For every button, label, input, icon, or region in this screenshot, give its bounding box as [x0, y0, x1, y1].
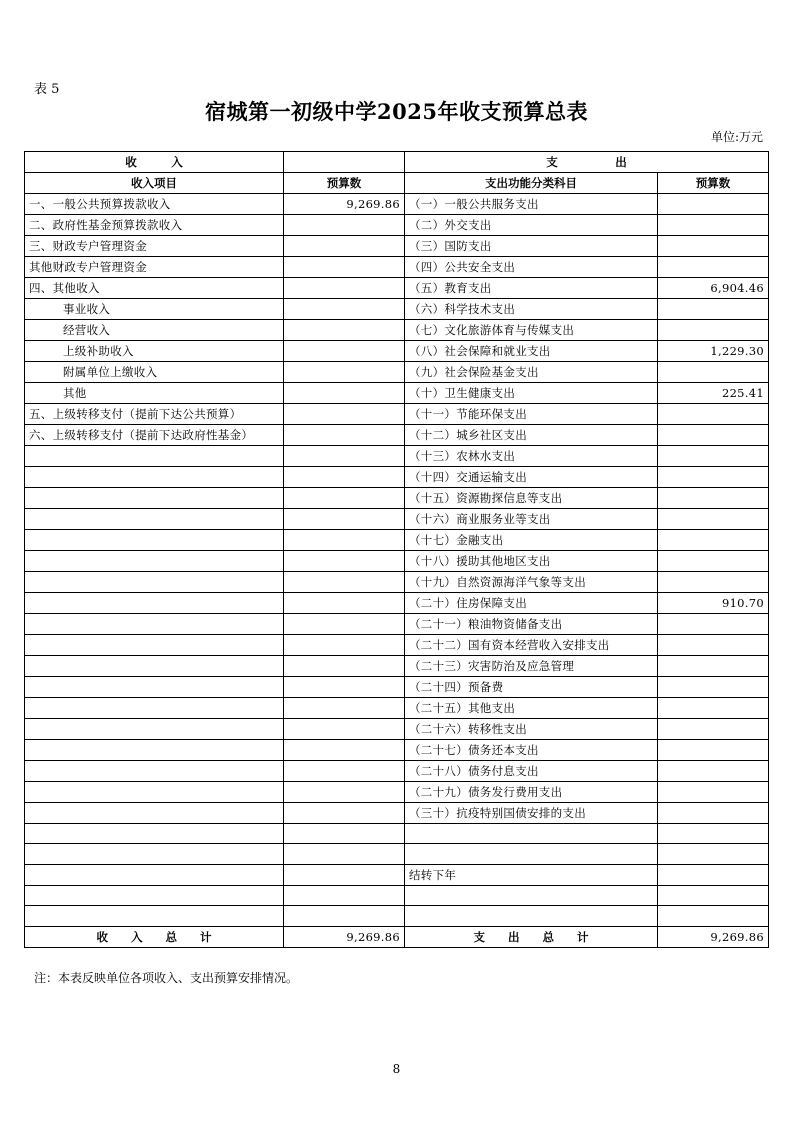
income-item-cell: 其他财政专户管理资金	[25, 257, 284, 278]
income-item-cell	[25, 488, 284, 509]
expense-amount-cell	[658, 530, 769, 551]
expense-amount-cell: 910.70	[658, 593, 769, 614]
expense-item-cell: （六）科学技术支出	[405, 299, 658, 320]
income-amount-cell	[284, 236, 405, 257]
income-amount-cell	[284, 614, 405, 635]
income-item-cell	[25, 551, 284, 572]
table-row	[25, 299, 769, 320]
income-amount-cell	[284, 885, 405, 905]
expense-total-value: 9,269.86	[658, 926, 769, 947]
expense-item-cell: （二十一）粮油物资储备支出	[405, 614, 658, 635]
income-item-cell	[25, 572, 284, 593]
table-row	[25, 761, 769, 782]
expense-group-header: 支 出	[405, 152, 769, 173]
expense-item-cell: （十一）节能环保支出	[405, 404, 658, 425]
income-item-cell	[25, 698, 284, 719]
table-body	[25, 194, 769, 927]
income-item-cell	[25, 803, 284, 824]
income-amount-cell	[284, 677, 405, 698]
document-title: 宿城第一初级中学2025年收支预算总表	[205, 99, 588, 124]
expense-item-cell: （十四）交通运输支出	[405, 467, 658, 488]
income-amount-cell	[284, 362, 405, 383]
income-item-cell	[25, 593, 284, 614]
income-amount-cell	[284, 782, 405, 803]
expense-item-cell: （二十三）灾害防治及应急管理	[405, 656, 658, 677]
income-amount-cell	[284, 467, 405, 488]
expense-item-cell: （四）公共安全支出	[405, 257, 658, 278]
col-income-amount: 预算数	[284, 173, 405, 194]
table-row	[25, 341, 769, 362]
expense-item-cell: （三）国防支出	[405, 236, 658, 257]
expense-item-cell: （二十二）国有资本经营收入安排支出	[405, 635, 658, 656]
income-item-cell	[25, 614, 284, 635]
column-header-row	[25, 173, 769, 194]
expense-amount-cell	[658, 635, 769, 656]
expense-amount-cell	[658, 864, 769, 885]
expense-amount-cell: 6,904.46	[658, 278, 769, 299]
col-expense-amount: 预算数	[658, 173, 769, 194]
expense-amount-cell	[658, 885, 769, 905]
table-row	[25, 803, 769, 824]
income-item-cell: 附属单位上缴收入	[25, 362, 284, 383]
table-row	[25, 719, 769, 740]
expense-amount-cell	[658, 215, 769, 236]
income-amount-cell	[284, 551, 405, 572]
expense-item-cell: （十六）商业服务业等支出	[405, 509, 658, 530]
expense-item-cell: （二十五）其他支出	[405, 698, 658, 719]
income-item-cell	[25, 677, 284, 698]
table-row	[25, 698, 769, 719]
expense-item-cell: （十九）自然资源海洋气象等支出	[405, 572, 658, 593]
income-amount-cell	[284, 257, 405, 278]
income-amount-cell	[284, 425, 405, 446]
expense-amount-cell	[658, 677, 769, 698]
income-item-cell	[25, 740, 284, 761]
expense-amount-cell	[658, 572, 769, 593]
income-item-cell: 四、其他收入	[25, 278, 284, 299]
expense-amount-cell	[658, 194, 769, 215]
income-item-cell: 二、政府性基金预算拨款收入	[25, 215, 284, 236]
expense-amount-cell	[658, 656, 769, 677]
expense-item-cell: （十八）援助其他地区支出	[405, 551, 658, 572]
expense-amount-cell	[658, 320, 769, 341]
col-income-item: 收入项目	[25, 173, 284, 194]
table-row	[25, 404, 769, 425]
income-amount-cell	[284, 844, 405, 864]
expense-item-cell: （二十）住房保障支出	[405, 593, 658, 614]
income-item-cell	[25, 446, 284, 467]
income-group-blank	[284, 152, 405, 173]
income-amount-cell	[284, 320, 405, 341]
expense-item-cell: （十二）城乡社区支出	[405, 425, 658, 446]
table-row	[25, 425, 769, 446]
table-row	[25, 467, 769, 488]
table-row	[25, 509, 769, 530]
income-item-cell	[25, 885, 284, 905]
expense-total-label: 支 出 总 计	[405, 926, 658, 947]
expense-amount-cell	[658, 488, 769, 509]
income-amount-cell	[284, 698, 405, 719]
table-tag: 表 5	[34, 82, 60, 97]
table-row	[25, 885, 769, 905]
income-amount-cell	[284, 278, 405, 299]
income-total-label: 收 入 总 计	[25, 926, 284, 947]
expense-amount-cell	[658, 362, 769, 383]
expense-amount-cell	[658, 551, 769, 572]
income-item-cell: 三、财政专户管理资金	[25, 236, 284, 257]
expense-item-cell: （九）社会保险基金支出	[405, 362, 658, 383]
income-item-cell	[25, 864, 284, 885]
expense-amount-cell: 225.41	[658, 383, 769, 404]
table-row	[25, 446, 769, 467]
expense-amount-cell	[658, 698, 769, 719]
expense-amount-cell	[658, 740, 769, 761]
income-item-cell	[25, 824, 284, 844]
income-amount-cell	[284, 635, 405, 656]
expense-amount-cell	[658, 824, 769, 844]
expense-item-cell: （二十九）债务发行费用支出	[405, 782, 658, 803]
expense-item-cell: （十七）金融支出	[405, 530, 658, 551]
expense-item-cell: （一）一般公共服务支出	[405, 194, 658, 215]
expense-item-cell	[405, 824, 658, 844]
table-row	[25, 257, 769, 278]
table-row	[25, 383, 769, 404]
income-item-cell: 六、上级转移支付（提前下达政府性基金）	[25, 425, 284, 446]
expense-amount-cell	[658, 404, 769, 425]
table-row	[25, 906, 769, 926]
expense-amount-cell	[658, 257, 769, 278]
table-row	[25, 194, 769, 215]
table-row	[25, 656, 769, 677]
expense-item-cell: （十三）农林水支出	[405, 446, 658, 467]
income-item-cell	[25, 761, 284, 782]
expense-amount-cell	[658, 425, 769, 446]
expense-item-cell: （二）外交支出	[405, 215, 658, 236]
expense-amount-cell	[658, 509, 769, 530]
expense-item-cell: （十）卫生健康支出	[405, 383, 658, 404]
expense-amount-cell	[658, 782, 769, 803]
col-expense-item: 支出功能分类科目	[405, 173, 658, 194]
income-item-cell	[25, 719, 284, 740]
income-item-cell	[25, 656, 284, 677]
expense-item-cell: （二十六）转移性支出	[405, 719, 658, 740]
budget-table	[24, 151, 769, 948]
group-header-row	[25, 152, 769, 173]
expense-amount-cell	[658, 906, 769, 926]
income-item-cell	[25, 509, 284, 530]
table-row	[25, 488, 769, 509]
expense-amount-cell: 1,229.30	[658, 341, 769, 362]
income-amount-cell	[284, 824, 405, 844]
table-row	[25, 677, 769, 698]
income-item-cell: 事业收入	[25, 299, 284, 320]
income-item-cell: 经营收入	[25, 320, 284, 341]
income-item-cell	[25, 844, 284, 864]
income-amount-cell	[284, 803, 405, 824]
table-row	[25, 362, 769, 383]
expense-item-cell: （二十七）债务还本支出	[405, 740, 658, 761]
income-amount-cell	[284, 740, 405, 761]
income-item-cell	[25, 635, 284, 656]
expense-item-cell: （七）文化旅游体育与传媒支出	[405, 320, 658, 341]
expense-amount-cell	[658, 299, 769, 320]
income-amount-cell	[284, 215, 405, 236]
unit-label: 单位:万元	[710, 130, 763, 144]
income-amount-cell	[284, 864, 405, 885]
expense-item-cell	[405, 844, 658, 864]
table-row	[25, 824, 769, 844]
income-amount-cell	[284, 530, 405, 551]
expense-amount-cell	[658, 803, 769, 824]
expense-item-cell: （八）社会保障和就业支出	[405, 341, 658, 362]
income-amount-cell	[284, 761, 405, 782]
income-item-cell: 其他	[25, 383, 284, 404]
income-total-value: 9,269.86	[284, 926, 405, 947]
expense-item-cell: （三十）抗疫特别国债安排的支出	[405, 803, 658, 824]
expense-item-cell	[405, 906, 658, 926]
income-amount-cell	[284, 404, 405, 425]
income-item-cell	[25, 782, 284, 803]
table-row	[25, 320, 769, 341]
table-row	[25, 572, 769, 593]
table-row	[25, 635, 769, 656]
expense-amount-cell	[658, 614, 769, 635]
income-item-cell: 一、一般公共预算拨款收入	[25, 194, 284, 215]
income-amount-cell	[284, 572, 405, 593]
table-row	[25, 782, 769, 803]
income-amount-cell	[284, 446, 405, 467]
expense-amount-cell	[658, 446, 769, 467]
income-group-header: 收 入	[25, 152, 284, 173]
income-amount-cell	[284, 341, 405, 362]
table-row	[25, 278, 769, 299]
income-amount-cell	[284, 656, 405, 677]
expense-amount-cell	[658, 844, 769, 864]
table-row	[25, 236, 769, 257]
income-item-cell	[25, 530, 284, 551]
income-amount-cell	[284, 299, 405, 320]
table-row	[25, 740, 769, 761]
table-row	[25, 215, 769, 236]
table-row	[25, 844, 769, 864]
income-amount-cell: 9,269.86	[284, 194, 405, 215]
income-amount-cell	[284, 488, 405, 509]
table-row	[25, 593, 769, 614]
income-amount-cell	[284, 593, 405, 614]
expense-item-cell	[405, 885, 658, 905]
income-amount-cell	[284, 509, 405, 530]
income-amount-cell	[284, 383, 405, 404]
page-number: 8	[392, 1062, 401, 1076]
table-row	[25, 864, 769, 885]
income-item-cell	[25, 906, 284, 926]
income-item-cell: 上级补助收入	[25, 341, 284, 362]
expense-amount-cell	[658, 719, 769, 740]
expense-item-cell: （五）教育支出	[405, 278, 658, 299]
expense-amount-cell	[658, 467, 769, 488]
expense-item-cell: （二十八）债务付息支出	[405, 761, 658, 782]
table-row	[25, 614, 769, 635]
table-row	[25, 530, 769, 551]
table-note: 注：本表反映单位各项收入、支出预算安排情况。	[34, 971, 299, 985]
income-amount-cell	[284, 906, 405, 926]
expense-item-cell: （十五）资源勘探信息等支出	[405, 488, 658, 509]
expense-item-cell: 结转下年	[405, 864, 658, 885]
totals-row	[25, 926, 769, 947]
expense-item-cell: （二十四）预备费	[405, 677, 658, 698]
expense-amount-cell	[658, 761, 769, 782]
income-item-cell: 五、上级转移支付（提前下达公共预算）	[25, 404, 284, 425]
table-row	[25, 551, 769, 572]
income-item-cell	[25, 467, 284, 488]
income-amount-cell	[284, 719, 405, 740]
expense-amount-cell	[658, 236, 769, 257]
